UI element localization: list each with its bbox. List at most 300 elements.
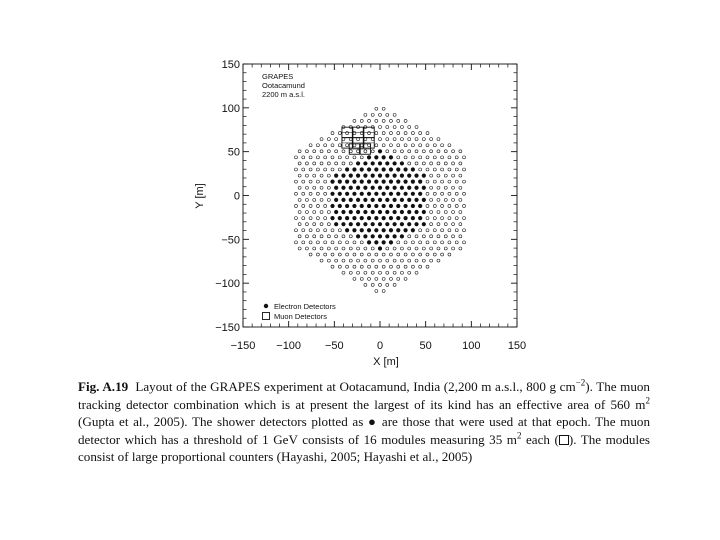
electron-detector bbox=[316, 156, 319, 159]
electron-detector-used bbox=[338, 216, 342, 220]
electron-detector bbox=[379, 126, 382, 129]
electron-detector-used bbox=[363, 186, 367, 190]
electron-detector bbox=[342, 235, 345, 238]
electron-detector bbox=[386, 150, 389, 153]
electron-detector bbox=[389, 132, 392, 135]
electron-detector bbox=[316, 192, 319, 195]
electron-detector bbox=[444, 211, 447, 214]
electron-detector bbox=[426, 156, 429, 159]
electron-detector bbox=[331, 265, 334, 268]
electron-detector bbox=[448, 180, 451, 183]
electron-detector bbox=[320, 223, 323, 226]
electron-detector bbox=[320, 198, 323, 201]
electron-detector bbox=[353, 277, 356, 280]
electron-detector-used bbox=[393, 186, 397, 190]
electron-detector bbox=[305, 198, 308, 201]
electron-detector bbox=[316, 204, 319, 207]
electron-detector-used bbox=[418, 180, 422, 184]
electron-detector bbox=[408, 259, 411, 262]
electron-detector bbox=[382, 107, 385, 110]
electron-detector-used bbox=[363, 234, 367, 238]
x-tick-label: −150 bbox=[230, 340, 256, 352]
electron-detector bbox=[389, 265, 392, 268]
electron-detector bbox=[335, 150, 338, 153]
electron-detector bbox=[335, 162, 338, 165]
electron-detector-used bbox=[341, 186, 345, 190]
electron-detector bbox=[371, 247, 374, 250]
electron-detector bbox=[441, 253, 444, 256]
electron-detector bbox=[459, 223, 462, 226]
electron-detector bbox=[382, 277, 385, 280]
electron-detector bbox=[349, 162, 352, 165]
legend-title-line-1: GRAPES bbox=[262, 72, 294, 81]
electron-detector bbox=[298, 235, 301, 238]
electron-detector-used bbox=[422, 210, 426, 214]
electron-detector bbox=[360, 253, 363, 256]
electron-detector-used bbox=[389, 228, 393, 232]
electron-detector bbox=[298, 174, 301, 177]
electron-detector bbox=[426, 241, 429, 244]
electron-detector bbox=[302, 229, 305, 232]
electron-detector bbox=[422, 162, 425, 165]
electron-detector bbox=[463, 156, 466, 159]
electron-detector-used bbox=[422, 198, 426, 202]
electron-detector-used bbox=[371, 173, 375, 177]
electron-detector-used bbox=[385, 234, 389, 238]
x-tick-label: 100 bbox=[462, 340, 481, 352]
electron-detector-used bbox=[385, 210, 389, 214]
electron-detector bbox=[448, 204, 451, 207]
electron-detector bbox=[375, 107, 378, 110]
electron-detector bbox=[404, 156, 407, 159]
electron-detector bbox=[415, 126, 418, 129]
legend-title-line-2: Ootacamund bbox=[262, 81, 305, 90]
electron-detector bbox=[426, 180, 429, 183]
electron-detector-used bbox=[411, 216, 415, 220]
electron-detector-used bbox=[422, 173, 426, 177]
electron-detector bbox=[349, 235, 352, 238]
y-tick-label: −150 bbox=[215, 322, 240, 334]
electron-detector bbox=[419, 132, 422, 135]
electron-detector-used bbox=[374, 240, 378, 244]
electron-detector bbox=[313, 235, 316, 238]
electron-detector bbox=[415, 138, 418, 141]
electron-detector bbox=[455, 241, 458, 244]
electron-detector bbox=[441, 192, 444, 195]
electron-detector-used bbox=[345, 216, 349, 220]
x-tick-label: 150 bbox=[507, 340, 527, 352]
electron-detector bbox=[309, 192, 312, 195]
electron-detector-used bbox=[389, 204, 393, 208]
electron-detector-used bbox=[341, 210, 345, 214]
electron-detector bbox=[331, 156, 334, 159]
electron-detector-used bbox=[414, 210, 418, 214]
electron-detector bbox=[389, 119, 392, 122]
electron-detector bbox=[404, 119, 407, 122]
electron-detector bbox=[463, 180, 466, 183]
caption-text-1: Layout of the GRAPES experiment at Ootacamund, India (2,200 m a.s.l., 800 g cm bbox=[135, 379, 576, 394]
electron-detector bbox=[415, 259, 418, 262]
electron-detector bbox=[415, 247, 418, 250]
electron-detector-used bbox=[407, 198, 411, 202]
electron-detector bbox=[444, 162, 447, 165]
electron-detector bbox=[400, 259, 403, 262]
electron-detector-used bbox=[400, 222, 404, 226]
electron-detector bbox=[294, 156, 297, 159]
electron-detector-used bbox=[382, 167, 386, 171]
electron-detector bbox=[459, 150, 462, 153]
electron-detector-used bbox=[349, 210, 353, 214]
electron-detector bbox=[331, 168, 334, 171]
electron-detector bbox=[331, 144, 334, 147]
electron-detector bbox=[324, 217, 327, 220]
electron-detector bbox=[382, 253, 385, 256]
electron-detector-used bbox=[374, 204, 378, 208]
electron-detector bbox=[455, 217, 458, 220]
electron-detector bbox=[338, 144, 341, 147]
electron-detector-used bbox=[367, 216, 371, 220]
electron-detector-used bbox=[363, 161, 367, 165]
electron-detector bbox=[368, 265, 371, 268]
electron-detector bbox=[444, 247, 447, 250]
legend bbox=[263, 302, 336, 321]
electron-detector-used bbox=[389, 216, 393, 220]
electron-detector-used bbox=[382, 192, 386, 196]
electron-detector bbox=[404, 132, 407, 135]
electron-detector bbox=[441, 204, 444, 207]
electron-detector bbox=[397, 119, 400, 122]
electron-detector-used bbox=[382, 204, 386, 208]
electron-detector-used bbox=[371, 234, 375, 238]
electron-detector-used bbox=[363, 173, 367, 177]
electron-detector bbox=[324, 156, 327, 159]
electron-detector bbox=[324, 180, 327, 183]
electron-detector bbox=[430, 138, 433, 141]
caption-sup-3: 2 bbox=[516, 430, 522, 441]
electron-detector bbox=[433, 229, 436, 232]
electron-detector bbox=[393, 259, 396, 262]
electron-detector-used bbox=[396, 228, 400, 232]
electron-detector-used bbox=[371, 186, 375, 190]
electron-detector bbox=[437, 138, 440, 141]
electron-detector-used bbox=[411, 167, 415, 171]
electron-detector bbox=[342, 247, 345, 250]
electron-detector-used bbox=[400, 210, 404, 214]
electron-detector bbox=[393, 126, 396, 129]
electron-detector bbox=[294, 168, 297, 171]
electron-detector-used bbox=[389, 240, 393, 244]
electron-detector bbox=[389, 144, 392, 147]
electron-detector bbox=[316, 217, 319, 220]
electron-detector bbox=[338, 241, 341, 244]
electron-detector bbox=[368, 277, 371, 280]
electron-detector bbox=[452, 211, 455, 214]
electron-detector bbox=[313, 211, 316, 214]
electron-detector bbox=[327, 138, 330, 141]
electron-detector bbox=[346, 144, 349, 147]
electron-detector bbox=[346, 253, 349, 256]
electron-detector bbox=[400, 126, 403, 129]
electron-detector bbox=[375, 119, 378, 122]
electron-detector bbox=[433, 180, 436, 183]
electron-detector bbox=[320, 174, 323, 177]
electron-detector bbox=[305, 174, 308, 177]
figure-caption bbox=[78, 378, 650, 466]
electron-detector bbox=[316, 180, 319, 183]
electron-detector-used bbox=[411, 204, 415, 208]
electron-detector-used bbox=[352, 228, 356, 232]
legend-label-electron: Electron Detectors bbox=[274, 302, 336, 311]
electron-detector-used bbox=[374, 155, 378, 159]
electron-detector bbox=[430, 259, 433, 262]
electron-detector bbox=[397, 144, 400, 147]
electron-detector bbox=[338, 156, 341, 159]
electron-detector-used bbox=[349, 173, 353, 177]
electron-detector-used bbox=[338, 192, 342, 196]
electron-detector-used bbox=[341, 198, 345, 202]
electron-detector bbox=[305, 162, 308, 165]
electron-detector bbox=[294, 180, 297, 183]
electron-detector-used bbox=[356, 186, 360, 190]
electron-detector-used bbox=[374, 180, 378, 184]
electron-detector bbox=[448, 217, 451, 220]
electron-detector-used bbox=[378, 173, 382, 177]
electron-detector-used bbox=[345, 228, 349, 232]
electron-detector-used bbox=[363, 222, 367, 226]
electron-detector bbox=[411, 253, 414, 256]
electron-detector-used bbox=[396, 192, 400, 196]
electron-detector-used bbox=[385, 186, 389, 190]
electron-detector bbox=[294, 217, 297, 220]
x-tick-label: −50 bbox=[324, 340, 344, 352]
electron-detector bbox=[313, 162, 316, 165]
electron-detector-used bbox=[371, 222, 375, 226]
electron-detector bbox=[411, 265, 414, 268]
electron-detector bbox=[408, 235, 411, 238]
y-axis-label: Y [m] bbox=[194, 183, 206, 209]
electron-detector bbox=[448, 229, 451, 232]
electron-detector bbox=[382, 265, 385, 268]
electron-detector-used bbox=[400, 186, 404, 190]
electron-detector bbox=[430, 198, 433, 201]
electron-detector bbox=[309, 168, 312, 171]
electron-detector bbox=[437, 211, 440, 214]
electron-detector-used bbox=[407, 186, 411, 190]
electron-detector bbox=[441, 217, 444, 220]
electron-detector-used bbox=[378, 210, 382, 214]
electron-detector bbox=[459, 211, 462, 214]
electron-detector bbox=[320, 186, 323, 189]
electron-detector bbox=[335, 138, 338, 141]
electron-detector bbox=[298, 162, 301, 165]
electron-detector bbox=[327, 235, 330, 238]
plot-frame bbox=[243, 64, 517, 327]
electron-detector-used bbox=[378, 149, 382, 153]
electron-detector-used bbox=[411, 180, 415, 184]
electron-detector bbox=[316, 253, 319, 256]
electron-detector bbox=[327, 211, 330, 214]
electron-detector-used bbox=[334, 198, 338, 202]
electron-detector-used bbox=[418, 192, 422, 196]
electron-detector bbox=[313, 150, 316, 153]
electron-detector bbox=[411, 241, 414, 244]
caption-text-2: ). The muon tracking detector combination which is at present the largest of its kind has an effective area of 560 m bbox=[78, 379, 650, 412]
electron-detector-used bbox=[411, 228, 415, 232]
electron-detector bbox=[437, 247, 440, 250]
electron-detector-used bbox=[400, 198, 404, 202]
electron-detector-used bbox=[396, 167, 400, 171]
electron-detector bbox=[382, 119, 385, 122]
electron-detector bbox=[459, 186, 462, 189]
electron-detector-used bbox=[341, 173, 345, 177]
electron-detector bbox=[298, 223, 301, 226]
electron-detector bbox=[302, 168, 305, 171]
electron-detector bbox=[463, 168, 466, 171]
electron-detector bbox=[389, 277, 392, 280]
electron-detector bbox=[430, 174, 433, 177]
caption-sup-1: −2 bbox=[575, 377, 586, 388]
electron-detector bbox=[386, 259, 389, 262]
electron-detector bbox=[459, 247, 462, 250]
electron-detector bbox=[386, 126, 389, 129]
electron-detector bbox=[305, 247, 308, 250]
caption-sup-2: 2 bbox=[645, 395, 650, 406]
y-tick-label: 150 bbox=[221, 59, 240, 71]
electron-detector bbox=[342, 162, 345, 165]
y-tick-label: 100 bbox=[221, 102, 240, 115]
electron-detector bbox=[433, 192, 436, 195]
electron-detector bbox=[444, 223, 447, 226]
electron-detector bbox=[331, 229, 334, 232]
electron-detector bbox=[371, 283, 374, 286]
electron-detector bbox=[437, 235, 440, 238]
electron-detector bbox=[400, 271, 403, 274]
electron-detector bbox=[316, 241, 319, 244]
electron-detector bbox=[371, 113, 374, 116]
electron-detector bbox=[331, 253, 334, 256]
electron-detector-used bbox=[414, 198, 418, 202]
electron-detector-used bbox=[334, 173, 338, 177]
electron-detector bbox=[419, 156, 422, 159]
electron-detector bbox=[298, 198, 301, 201]
electron-detector bbox=[386, 113, 389, 116]
electron-detector bbox=[411, 156, 414, 159]
electron-detector-used bbox=[378, 186, 382, 190]
electron-detector bbox=[305, 186, 308, 189]
x-tick-label: 0 bbox=[376, 340, 384, 352]
electron-detector bbox=[459, 235, 462, 238]
electron-detector bbox=[463, 192, 466, 195]
electron-detector bbox=[335, 259, 338, 262]
muon-square-symbol bbox=[559, 435, 569, 445]
electron-detector bbox=[415, 235, 418, 238]
electron-detector bbox=[357, 150, 360, 153]
x-axis-label: X [m] bbox=[373, 356, 399, 368]
electron-detector bbox=[371, 259, 374, 262]
electron-detector-used bbox=[367, 155, 371, 159]
electron-detector bbox=[309, 253, 312, 256]
electron-detector bbox=[430, 162, 433, 165]
electron-detector-used bbox=[374, 216, 378, 220]
electron-detector-used bbox=[389, 180, 393, 184]
electron-detector bbox=[294, 229, 297, 232]
electron-detector-used bbox=[382, 228, 386, 232]
electron-detector-used bbox=[367, 228, 371, 232]
electron-detector bbox=[430, 235, 433, 238]
electron-detector bbox=[349, 247, 352, 250]
electron-detector-used bbox=[330, 204, 334, 208]
electron-detector-used bbox=[396, 204, 400, 208]
electron-detector bbox=[305, 211, 308, 214]
electron-detector bbox=[386, 247, 389, 250]
electron-detector-used bbox=[407, 173, 411, 177]
electron-detector bbox=[320, 138, 323, 141]
electron-detector bbox=[353, 132, 356, 135]
electron-detector-used bbox=[360, 216, 364, 220]
electron-detector bbox=[302, 156, 305, 159]
electron-detector bbox=[324, 204, 327, 207]
electron-detector bbox=[364, 113, 367, 116]
electron-detector-used bbox=[396, 180, 400, 184]
electron-detector-used bbox=[414, 173, 418, 177]
electron-detector bbox=[448, 253, 451, 256]
electron-detector-used bbox=[403, 167, 407, 171]
caption-text-4: each ( bbox=[521, 431, 559, 447]
electron-detector bbox=[455, 180, 458, 183]
electron-detector bbox=[342, 150, 345, 153]
electron-detector bbox=[393, 113, 396, 116]
x-tick-label: −100 bbox=[276, 340, 302, 352]
electron-detector bbox=[316, 229, 319, 232]
electron-detector-used bbox=[367, 204, 371, 208]
electron-detector-used bbox=[341, 222, 345, 226]
caption-text-5: ). The modules consist of large proportional counters (Hayashi, 2005; Hayashi et al., 2005) bbox=[78, 431, 650, 464]
electron-detector bbox=[327, 247, 330, 250]
electron-detector bbox=[426, 253, 429, 256]
electron-detector bbox=[397, 132, 400, 135]
electron-detector bbox=[338, 265, 341, 268]
electron-detector-used bbox=[385, 198, 389, 202]
electron-detector bbox=[430, 223, 433, 226]
electron-detector bbox=[448, 144, 451, 147]
electron-detector bbox=[357, 247, 360, 250]
electron-detector bbox=[441, 180, 444, 183]
electron-detector-used bbox=[356, 198, 360, 202]
electron-detector bbox=[448, 168, 451, 171]
electron-detector-used bbox=[403, 216, 407, 220]
electron-detector bbox=[400, 138, 403, 141]
electron-detector bbox=[415, 162, 418, 165]
electron-detector bbox=[448, 241, 451, 244]
electron-detector bbox=[452, 150, 455, 153]
electron-detector bbox=[349, 150, 352, 153]
electron-detector-used bbox=[360, 204, 364, 208]
electron-detector-used bbox=[393, 173, 397, 177]
electron-detector bbox=[430, 247, 433, 250]
electron-detector bbox=[375, 289, 378, 292]
electron-detector bbox=[335, 235, 338, 238]
electron-detector bbox=[360, 265, 363, 268]
electron-detector-used bbox=[393, 161, 397, 165]
electron-detector-used bbox=[411, 192, 415, 196]
electron-detector-used bbox=[393, 234, 397, 238]
electron-detector bbox=[327, 198, 330, 201]
electron-detector-used bbox=[393, 198, 397, 202]
electron-detector bbox=[437, 150, 440, 153]
electron-detector-used bbox=[360, 167, 364, 171]
electron-detector bbox=[375, 253, 378, 256]
electron-detector bbox=[426, 204, 429, 207]
